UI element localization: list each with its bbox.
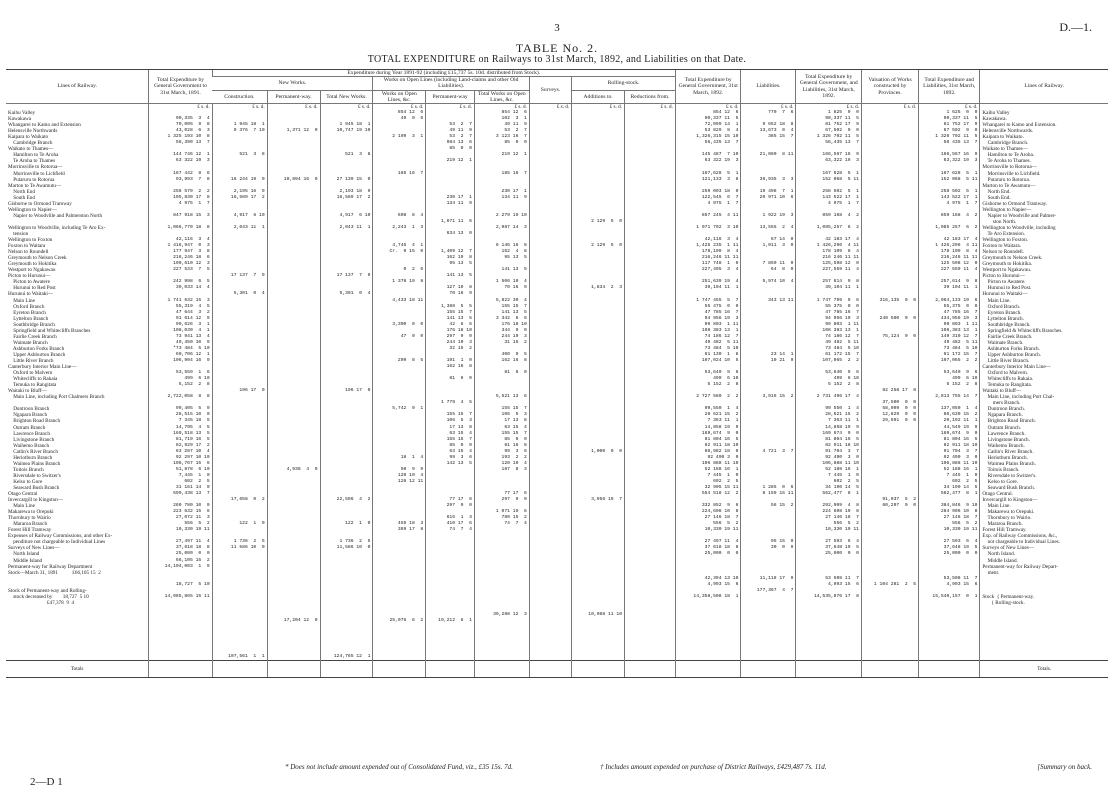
unit-label: £ s. d. <box>741 104 796 111</box>
surveys-column <box>529 110 571 661</box>
total-cell <box>474 661 529 678</box>
unit-label: £ s. d. <box>320 104 373 111</box>
total-cell <box>625 661 676 678</box>
header-additions: Additions to. <box>572 90 625 103</box>
header-works-open-lines: Works on Open Lines, &c. <box>373 90 426 103</box>
unit-label: £ s. d. <box>919 104 980 111</box>
unit-label: £ s. d. <box>426 104 475 111</box>
construction-column: 1 945 18 1 9 376 7 10 521 3 8 16 244 19 0 2,195 16 9 16,589 17 2 4,917 6 10 2,043 11 1 17 137 7 9 5,301 0 4 196 17 0 17,658 0 2 122 1 0 1 736 2 5 11 586 10 0 107,561 1 1 <box>212 110 267 661</box>
total-cell <box>426 661 475 678</box>
header-total-1891: Total Expenditure by General Government to 31st March, 1891. <box>149 70 212 104</box>
table-title: TOTAL EXPENDITURE on Railways to 31st March, 1892, and Liabilities on that Date. <box>367 54 747 65</box>
unit-label: £ s. d. <box>572 104 625 111</box>
header-line-right: Lines of Railway. <box>980 70 1108 104</box>
total-cell <box>675 661 741 678</box>
unit-label: £ s. d. <box>373 104 426 111</box>
unit-label: £ s. d. <box>267 104 320 111</box>
header-total-open-lines: Total Works on Open Lines, &c. <box>474 90 529 103</box>
signature-mark: 2—D 1 <box>30 776 63 788</box>
header-rolling-stock: Rolling-stock. <box>572 77 676 90</box>
open-permanent-way-column: 53 2 7 49 11 9 53 2 7 984 13 6 85 0 0 219 12 1 230 17 1 134 11 9 1,671 11 6 634 13 0 1,409 12 7 162 19 8 95 13 5 141 13 5 127 10 8 70 16 9 1,388 5 5 155 15 7 141 13 5 42 6 6 176 18 10 297 9 0 244 19 3 32 15 2 191 1 0 162 16 8 81 6 0 1 779 4 5 155 15 7 106 5 3 17 13 8 63 15 4 155 15 7 85 0 0 63 15 4 99 3 6 142 13 5 77 17 6 297 9 0 616 1 3 410 17 6 74 7 4 19,212 6 1 <box>426 110 475 661</box>
header-construction: Construction. <box>212 90 267 103</box>
totals-label: Totals <box>6 661 149 678</box>
railway-line-names: Kaihu Valley Kawakawa Whangarei to Kamo and Extension Helensville Northwards Kaipara to Waikato Cambridge Branch Waikato to Thames— Hamilton to Te Aroha Te Aroha to Thames Morrinsville to Rotorua— Morrinsville to Lichfield Putaruru to Rotorua Marton to Te Awamutu— North End South End Gisborne to Ormond Tramway Wellington to Napier— Napier to Woodville and Palmerston North Wellington to Woodville, including Te Aro Ex- tension Wellington to Foxton Foxton to Waitara Nelson to Roundell Greymouth to Nelson Creek Greymouth to Hokitika Westport to Ngakawau Picton to Hurunui— Picton to Awatere Hurunui to Red Post Hurunui to Waitaki— Main Line Oxford Branch Eyreton Branch Lyttelton Branch Southbridge Branch Springfield and Whitecliffs Branches Fairlie Creek Branch Waimate Branch Ashburton Forks Branch Upper Ashburton Branch Little River Branch Canterbury Interior Main Line— Oxford to Malvern Whitecliffs to Rakaia Temuka to Rangitata Waitaki to Bluff— Main Line, including Port Chalmers Branch Duntroon Branch Ngapara Branch Brighton Road Branch Outram Branch Lawrence Branch Livingstone Branch Waihemo Branch Catlin's River Branch Heriotburn Branch Waimea Plains Branch Toitois Branch Riversdale to Switzer's Kelso to Gore Seaward Bush Branch Otago Central Invercargill to Kingston— Main Line Makarewa to Orepuki Thornbury to Wairio Mararoa Branch Forest Hill Tramway Expenses of Railway Commissions, and other Ex- penditure not chargeable to Individual Lines Surveys of New Lines— North Island Middle Island Permanent-way for Railway Department Stock—March 31, 1891 £66,105 15 2 Stock of Permanent-way and Rolling- stock decreased by 18,727 5 10 £47,378 9 4 <box>8 110 113 606</box>
unit-label: £ s. d. <box>796 104 862 111</box>
header-permanent-way: Permanent-way. <box>267 90 320 103</box>
header-total-new-works: Total New Works. <box>320 90 373 103</box>
grand-total-column: 1 625 0 0 90,337 11 5 81 752 17 9 67 502 9 0 1 326 702 11 5 56 435 13 7 166,567 16 9 63,322 19 3 167 628 5 1 152 068 5 11 258 502 5 1 143 522 17 1 4 975 1 7 859 168 4 2 1,085 257 6 2 42 183 17 4 1 426,296 4 11 178 109 8 4 216,246 11 11 125 598 12 0 227 559 11 4 257,614 9 8 39 104 11 1 2,064,133 19 6 55,375 0 0 47 785 16 7 434,956 19 3 99 803 1 11 108,383 13 1 149 310 12 7 49 482 5 11 73 484 5 10 61 172 15 7 107,065 2 2 53,640 9 6 499 6 10 5 152 2 8 2,813 755 14 7 137,050 1 4 86,630 15 2 20,192 11 1 44,549 19 9 169,674 9 0 81 804 16 5 82 911 18 10 91 704 3 7 92 490 3 0 106,888 11 10 52 188 16 1 7 445 1 0 602 2 5 34 190 14 5 562,477 8 1 384,846 9 10 284 906 10 8 27 146 18 7 556 5 2 10,330 19 11 27 593 6 4 37,648 19 5 25,000 0 0 53,508 11 7 4,993 15 6 15,540,157 0 1 <box>919 110 980 661</box>
table-body-row <box>6 110 1108 661</box>
total-1892-column: 854 12 6 90,337 11 5 72,099 14 1 53 829 8 4 1,326,315 15 10 56,435 13 7 145 487 7 10 63 322 19 3 167,628 5 1 121,133 3 8 259 003 18 0 122,545 6 7 4 975 1 7 857 245 4 11 1 071 702 3 10 42,116 3 4 1,425 235 1 11 178,109 8 4 216,246 11 11 117 748 1 0 227,495 3 4 251,639 19 4 39,104 11 1 1 747 455 5 7 55 475 0 0 47 785 16 7 94 956 19 3 99 803 1 11 108 383 13 1 74 186 12 7 49 482 5 11 73 484 5 10 61 130 1 6 107,024 10 5 53,640 9 6 499 6 10 5 152 2 8 2 727 580 2 2 99,550 1 4 28 621 15 2 7 363 11 1 14,858 19 9 169,674 9 0 81 804 16 5 82 911 18 10 86,982 18 0 92 490 3 0 106 888 11 10 52 188 16 1 7 445 1 0 602 2 5 32 905 15 11 554 518 12 2 332 852 9 6 224,608 10 8 27 146 18 7 556 5 2 10,330 19 11 27 497 11 4 37 618 18 8 25,000 0 0 42,394 13 10 4,993 15 6 14,358,508 18 1 <box>675 110 741 661</box>
summary-note: [Summary on back. <box>1037 763 1092 771</box>
header-total-1892: Total Expenditure by General Government, 31st March, 1892. <box>675 70 741 104</box>
unit-label: £ s. d. <box>474 104 529 111</box>
total-1891-column: 90,335 3 4 70,005 9 8 43,028 6 3 1 325 193 10 8 56,390 13 7 144 746 12 1 63 322 19 3 167 442 8 6 93,993 7 8 256 579 2 2 105,830 17 8 4 975 1 7 847 918 15 3 1,066,770 18 8 42,116 3 4 1 416,947 0 3 177 947 3 8 216,246 18 6 100,610 12 3 227 533 7 5 242 998 6 5 39,033 14 4 1 741 632 15 3 55,319 4 5 47 644 3 2 91 614 12 9 99,626 3 1 108,030 4 1 73 941 13 4 49,450 10 9 *73 484 5 10 60,706 12 1 106,904 16 9 53,559 1 6 499 6 10 5,152 2 8 2,722,058 8 8 99,405 5 9 28,515 10 0 7 345 18 5 14,795 4 5 169,518 13 5 81,719 16 5 82,929 17 2 63 287 10 4 92 297 10 10 106,767 15 6 51,878 6 10 7,445 1 0 602 2 5 31 161 14 0 599,438 13 7 260 780 10 0 223 632 15 6 27,072 11 3 556 5 2 10,330 19 11 27,497 11 4 37,618 18 8 25,000 0 0 66,105 15 2 14,104,003 1 9 18,727 5 10 14,085,865 15 11 <box>149 110 212 661</box>
unit-label: £ s. d. <box>529 104 571 111</box>
reductions-column <box>625 110 676 661</box>
total-cell <box>861 661 918 678</box>
header-surveys: Surveys. <box>529 77 571 104</box>
total-cell <box>212 661 267 678</box>
total-with-liabilities-column: 1 625 0 0 90,337 11 5 81 752 17 9 67,502 9 0 1 326 702 11 5 56,435 13 7 166,567 16 9 63,322 19 3 167 628 5 1 152 068 5 11 258 502 5 1 143 522 17 1 4 975 1 7 859 168 4 2 1,085,257 6 2 42 183 17 4 1 426,296 4 11 178 109 8 4 216 246 11 11 125,598 12 0 227,559 11 4 257 614 9 8 39,104 11 1 1 747 799 9 6 55 375 0 0 47 785 16 7 94 956 19 3 99 803 1 11 108 383 13 1 74 186 12 7 49 482 5 11 73 484 5 10 61 172 15 7 107,065 2 2 53,640 9 6 499 6 10 5 152 2 8 2 731 496 17 4 99 550 1 4 28,621 15 2 7 363 11 1 14,858 19 9 169 674 9 0 81 804 16 5 82 911 18 10 91 704 3 7 92 490 3 0 106,888 11 10 52 188 16 1 7 445 1 0 602 2 5 34 190 14 5 562,477 8 1 292,909 4 8 224 608 10 8 27 146 18 7 556 5 2 10,330 19 11 27 593 6 4 37,648 19 5 25,000 0 0 53 508 11 7 4,993 15 6 14,535,876 17 8 <box>796 110 862 661</box>
total-cell <box>741 661 796 678</box>
totals-label-right: Totals. <box>980 661 1108 678</box>
table-number: TABLE No. 2. <box>515 41 599 55</box>
header-liabilities: Liabilities. <box>741 70 796 104</box>
permanent-way-column: 1,371 12 0 10,894 16 0 4,938 4 0 17,204 12 0 <box>267 110 320 661</box>
total-cell <box>796 661 862 678</box>
valuation-column: 316,135 0 0 240 500 0 0 75,124 0 0 82 258 17 8 37,500 0 0 58,009 0 0 12,829 0 0 29,691 0 0 91,037 5 2 60,297 0 0 1 104 281 2 5 <box>861 110 918 661</box>
expenditure-table <box>6 69 1108 678</box>
total-cell <box>149 661 212 678</box>
total-cell <box>320 661 373 678</box>
liabilities-column: 770 7 6 9 652 18 8 13,673 0 4 385 15 7 21,080 8 11 36,935 3 3 19 498 7 1 20 971 10 6 1 922 19 3 13,555 2 4 67 14 0 1,011 3 0 7 850 11 0 64 8 0 5,974 10 4 343 13 11 23 14 1 10 21 9 3,916 15 2 4 721 3 7 1 285 0 6 8 159 15 11 56 15 2 95 15 0 30 0 9 11,118 17 9 177,367 4 7 <box>741 110 796 661</box>
unit-label: £ s. d. <box>149 104 212 111</box>
page-number: 3 <box>554 22 560 34</box>
additions-column: 2 129 5 0 2 129 5 0 1,834 2 3 1,000 0 0 3,956 19 7 10,088 11 10 <box>572 110 625 661</box>
header-grand-total: Total Expenditure and Liabilities, 31st March, 1892. <box>919 70 980 104</box>
header-new-works: New Works. <box>212 77 373 90</box>
total-new-works-column: 1 945 18 1 10,747 19 10 521 3 8 27 139 15 0 2,193 18 9 16,589 17 2 4,917 6 10 2,043 11 1 17 137 7 9 5,301 0 4 196 17 0 22,596 4 2 122 1 0 1 736 2 5 11,586 10 0 124,765 12 1 <box>320 110 373 661</box>
header-line: Lines of Railway. <box>6 70 149 104</box>
unit-label: £ s. d. <box>861 104 918 111</box>
footnote-dagger: † Includes amount expended on purchase of District Railways, £429,487 7s. 11d. <box>600 763 827 771</box>
unit-label: £ s. d. <box>212 104 267 111</box>
header-year-group: Expenditure during Year 1891-92 (including £15,737 5s. 10d. distributed from Stock). <box>212 70 675 77</box>
works-open-lines-column: 854 12 6 49 0 6 2 199 3 1 185 16 7 608 8 4 2,243 1 3 4,746 4 1 Cr. 0 15 0 0 2 6 1 378 19 8 4,433 18 11 3,300 0 0 47 0 0 209 8 5 5,742 9 1 18 1 4 50 9 9 120 10 4 128 12 11 455 18 3 369 17 8 25,076 6 2 <box>373 110 426 661</box>
total-cell <box>267 661 320 678</box>
header-reductions: Reductions from. <box>625 90 676 103</box>
page-reference: D.—1. <box>1059 20 1092 34</box>
header-valuation: Valuation of Works constructed by Provinces. <box>861 70 918 104</box>
total-cell <box>919 661 980 678</box>
total-cell <box>373 661 426 678</box>
unit-label: £ s. d. <box>675 104 741 111</box>
total-cell <box>529 661 571 678</box>
header-open-permanent-way: Permanent-way <box>426 90 475 103</box>
total-cell <box>572 661 625 678</box>
totals-row <box>6 661 1108 678</box>
header-total-with-liabilities: Total Expenditure by General Government, and Liabilities, 31st March, 1892. <box>796 70 862 104</box>
header-open-lines: Works on Open Lines (including Land-claims and other Old Liabilities). <box>373 77 529 90</box>
total-open-lines-column: 854 12 6 102 3 1 49 11 9 53 2 7 3 123 16 7 85 0 0 219 12 1 185 16 7 230 17 1 134 11 9 2 279 19 10 2,987 14 3 6 146 16 8 162 4 8 95 13 5 141 13 5 1 506 10 4 70 16 9 5,822 30 4 155 15 7 141 13 5 3 342 6 6 176 18 10 344 9 0 244 19 3 31 15 2 400 9 5 162 16 8 81 6 0 5,521 13 6 155 15 7 106 5 3 17 13 8 63 15 4 155 15 7 85 0 0 81 16 8 99 3 6 193 2 2 120 10 4 187 8 3 77 17 6 297 9 0 1 071 19 6 780 15 2 74 7 4 39,288 12 3 <box>474 110 529 661</box>
railway-line-names-right: Kaihu Valley Kawakawa. Whangarei to Kamo and Extension. Helensville Northwards. Kaipara to Waikato. Cambridge Branch. Waikato to Thames— Hamilton to Te Aroha. Te Aroha to Thames. Morrinsville to Rotorua— Morrinsville to Lichfield. Putaruru to Rotorua. Marton to Te Awamutu— North End. South End. Gisborne to Ormond Tramway. Wellington to Napier— Napier to Woodville and Palmer- ston North. Wellington to Woodville, including Te Aro Extension. Wellington to Foxton. Foxton to Waitara. Nelson to Roundell. Greymouth to Nelson Creek. Greymouth to Hokitika. Westport to Ngakawau. Picton to Hurunui— Picton to Awatere. Hurunui to Red Post. Hurunui to Waitaki— Main Line. Oxford Branch. Eyreton Branch. Lyttelton Branch. Southbridge Branch. Springfield & Whitecliffs Branches. Fairlie Creek Branch. Waimate Branch. Ashburton Forks Branch. Upper Ashburton Branch. Little River Branch. Canterbury Interior Main Line— Oxford to Malvern. Whitecliffs to Rakaia. Temuka to Rangitata. Waitaki to Bluff— Main Line, including Port Chal- mers Branch. Duntroon Branch. Ngapara Branch. Brighton Road Branch. Outram Branch. Lawrence Branch. Livingstone Branch. Waihemo Branch. Catlin's River Branch. Heriotburn Branch. Waimea Plains Branch. Toitois Branch. Riversdale to Switzer's. Kelso to Gore. Seaward Bush Branch. Otago Central. Invercargill to Kingston— Main Line. Makarewa to Orepuki. Thornbury to Wairio. Mararoa Branch. Forest Hill Tramway. Exp. of Railway Commissions, &c., not chargeable to Individual Lines. Surveys of New Lines— North Island. Middle Island. Permanent-way for Railway Depart- ment. Stock { Permanent-way. { Rolling-stock. <box>980 110 1108 661</box>
unit-label: £ s. d. <box>625 104 676 111</box>
footnote-star: * Does not include amount expended out of Consolidated Fund, viz., £35 15s. 7d. <box>285 763 513 771</box>
